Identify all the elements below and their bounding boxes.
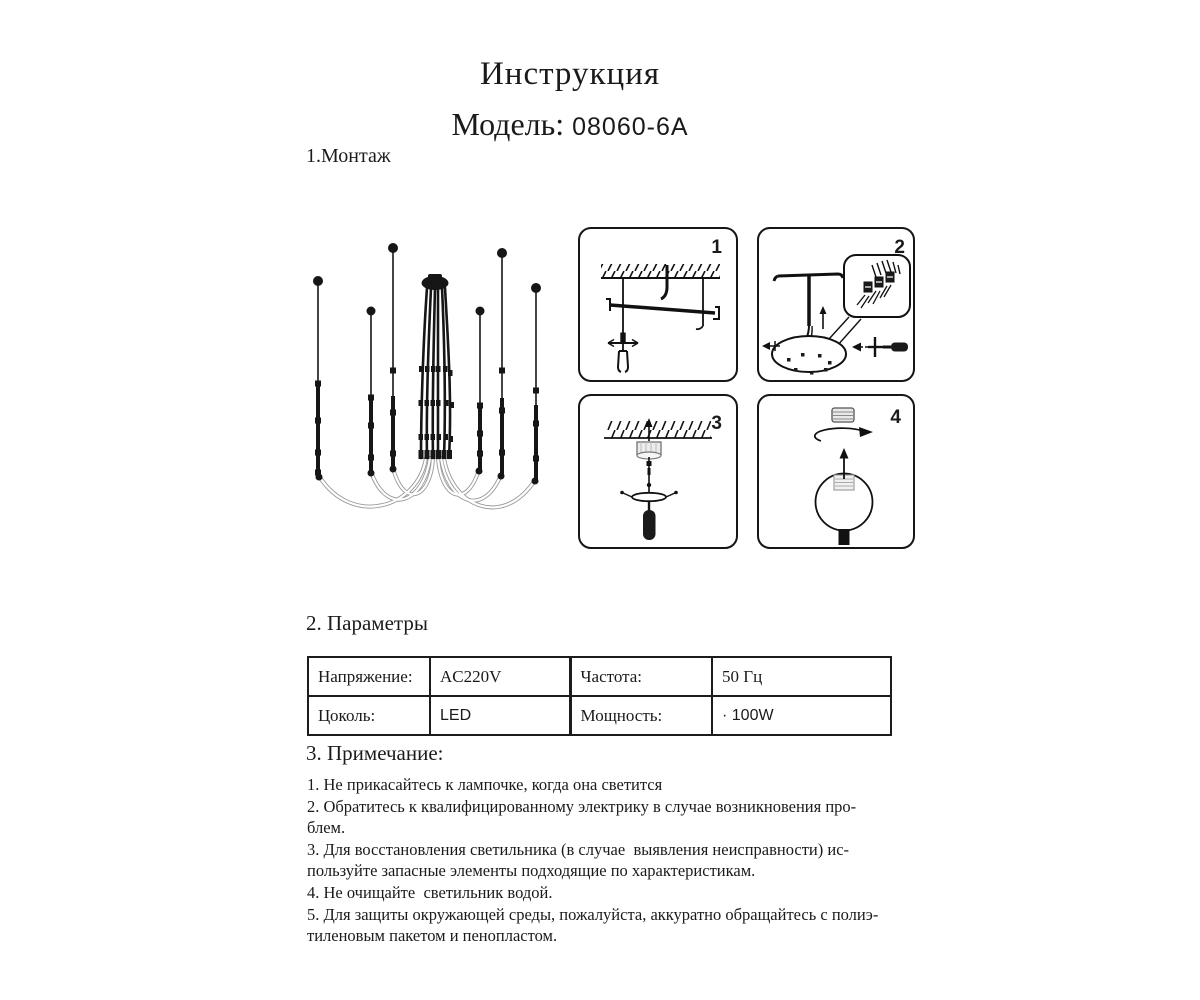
param-value-voltage: AC220V xyxy=(430,657,570,696)
step-4-panel xyxy=(757,394,915,549)
parameters-table-wrap xyxy=(307,656,892,736)
note-line: 4. Не очищайте светильник водой. xyxy=(307,882,553,902)
param-label-frequency: Частота: xyxy=(570,657,712,696)
center-bundle xyxy=(421,288,450,458)
model-label: Модель: xyxy=(451,106,565,142)
param-label-power: Мощность: xyxy=(570,696,712,735)
model-line xyxy=(280,106,860,143)
param-value-frequency: 50 Гц xyxy=(712,657,891,696)
note-line: 3. Для восстановления светильника (в случае выявления неисправности) ис- xyxy=(307,839,850,859)
note-line: 2. Обратитесь к квалифицированному электрику в случае возникновения про- xyxy=(307,796,857,816)
ceiling-hatch xyxy=(601,264,720,278)
model-number: 08060-6A xyxy=(572,113,689,141)
note-line: 1. Не прикасайтесь к лампочке, когда она светится xyxy=(307,775,663,794)
toggle-anchor xyxy=(608,330,638,372)
param-label-socket: Цоколь: xyxy=(308,696,430,735)
note-line: блем. xyxy=(307,818,346,838)
param-value-power: · 100W xyxy=(712,696,891,735)
table-row xyxy=(308,657,891,696)
step-2-panel xyxy=(757,227,915,382)
step-2-number: 2 xyxy=(894,237,905,258)
parameters-table xyxy=(307,656,892,736)
threaded-cap xyxy=(832,408,854,422)
note-line: тиленовым пакетом и пенопластом. xyxy=(307,926,558,946)
step-4-number: 4 xyxy=(890,407,901,428)
screwdriver-handle xyxy=(643,510,656,540)
section-heading-notes: 3. Примечание: xyxy=(306,741,444,765)
section-heading-montage: 1.Монтаж xyxy=(306,145,391,167)
bulb-stem xyxy=(839,529,850,545)
note-line: пользуйте запасные элементы подходящие по характеристикам. xyxy=(307,861,756,881)
notes-list xyxy=(307,774,947,947)
table-row xyxy=(308,696,891,735)
param-value-socket: LED xyxy=(430,696,570,735)
ceiling-plate xyxy=(772,336,846,375)
note-line: 5. Для защиты окружающей среды, пожалуйста, аккуратно обращайтесь с полиэ- xyxy=(307,904,879,924)
rotation-arrow xyxy=(815,427,873,441)
chandelier-diagram xyxy=(280,230,560,530)
mounting-bracket xyxy=(606,278,719,330)
ceiling-hatch xyxy=(604,421,712,438)
rod-and-toggle xyxy=(620,457,678,512)
step-3-panel xyxy=(578,394,738,549)
step-3-number: 3 xyxy=(711,413,722,434)
section-heading-params: 2. Параметры xyxy=(306,611,428,635)
page-title: Инструкция xyxy=(479,56,661,92)
up-arrow xyxy=(820,306,827,329)
canopy-top xyxy=(428,274,442,279)
param-label-voltage: Напряжение: xyxy=(308,657,430,696)
step-2-diagram xyxy=(759,229,913,380)
canopy-cup xyxy=(637,442,661,459)
step-1-number: 1 xyxy=(711,237,722,258)
step-1-panel xyxy=(578,227,738,382)
screw-and-screwdriver xyxy=(852,337,908,357)
